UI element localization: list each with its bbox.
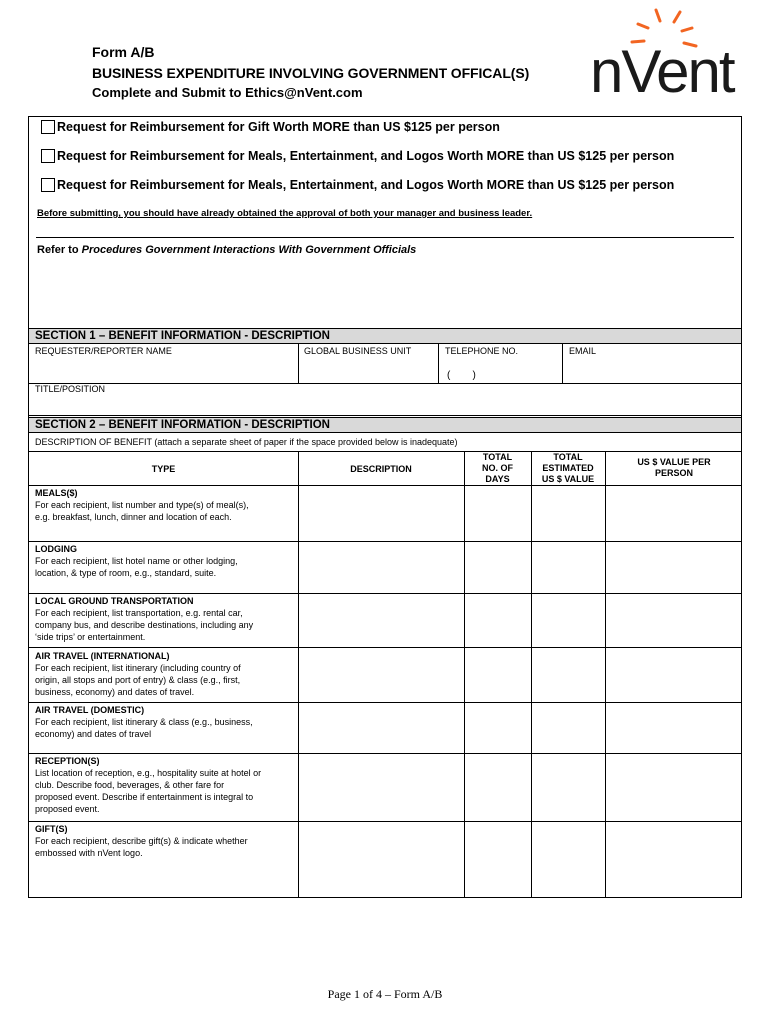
checkbox[interactable] bbox=[41, 178, 55, 192]
request-gift-option[interactable] bbox=[41, 120, 500, 134]
section-1-header: SECTION 1 – BENEFIT INFORMATION - DESCRIPTION bbox=[29, 328, 741, 344]
divider bbox=[36, 237, 734, 238]
row-meals: MEALS($) For each recipient, list number and type(s) of meal(s), e.g. breakfast, lunch, dinner and location of each. bbox=[35, 488, 249, 522]
request-label: Request for Reimbursement for Gift Worth MORE than US $125 per person bbox=[57, 120, 500, 134]
row-receptions: RECEPTION(S) List location of reception, e.g., hospitality suite at hotel or club. Describe food, beverages, & other fare for proposed event. Describe if entertainment is integral to proposed event. bbox=[35, 756, 262, 814]
requester-label: REQUESTER/REPORTER NAME bbox=[35, 346, 172, 356]
business-unit-label: GLOBAL BUSINESS UNIT bbox=[304, 346, 412, 356]
row-gifts: GIFT(S) For each recipient, describe gift(s) & indicate whether embossed with nVent logo. bbox=[35, 824, 248, 858]
request-meals-option[interactable] bbox=[41, 149, 674, 163]
row-air-domestic: AIR TRAVEL (DOMESTIC) For each recipient, list itinerary & class (e.g., business, economy) and dates of travel bbox=[35, 705, 253, 739]
row-ground-transport: LOCAL GROUND TRANSPORTATION For each recipient, list transportation, e.g. rental car, company bus, and describe destinations, including any ‘side trips’ or entertainment. bbox=[35, 596, 254, 642]
phone-area-code: ( ) bbox=[447, 370, 476, 381]
form-title: BUSINESS EXPENDITURE INVOLVING GOVERNMENT OFFICAL(S) bbox=[92, 65, 530, 81]
request-label: Request for Reimbursement for Meals, Entertainment, and Logos Worth MORE than US $125 per person bbox=[57, 149, 675, 163]
form-id: Form A/B bbox=[92, 44, 155, 60]
telephone-label: TELEPHONE NO. bbox=[445, 346, 519, 356]
email-label: EMAIL bbox=[569, 346, 597, 356]
checkbox[interactable] bbox=[41, 149, 55, 163]
refer-prefix: Refer to bbox=[37, 244, 82, 256]
request-meals-option-2[interactable] bbox=[41, 178, 674, 192]
col-description: DESCRIPTION bbox=[350, 464, 412, 474]
page-footer: Page 1 of 4 – Form A/B bbox=[327, 987, 443, 1001]
logo-wordmark: nVent bbox=[590, 38, 734, 105]
col-total-estimated: TOTAL ESTIMATED US $ VALUE bbox=[541, 452, 595, 484]
col-value-per-person: US $ VALUE PER PERSON bbox=[637, 457, 711, 478]
row-air-international: AIR TRAVEL (INTERNATIONAL) For each recipient, list itinerary (including country of origin, all stops and port of entry) & class (e.g., first, business, economy) and dates of travel. bbox=[35, 651, 241, 697]
refer-procedure: Procedures Government Interactions With Government Officials bbox=[81, 244, 417, 256]
col-total-days: TOTAL NO. OF DAYS bbox=[482, 452, 513, 484]
checkbox[interactable] bbox=[41, 120, 55, 134]
form-frame bbox=[28, 116, 742, 898]
approval-note: Before submitting, you should have already obtained the approval of both your manager and business leader. bbox=[37, 208, 533, 219]
title-position-label: TITLE/POSITION bbox=[35, 384, 106, 394]
refer-text bbox=[37, 244, 416, 256]
row-lodging: LODGING For each recipient, list hotel name or other lodging, location, & type of room, e.g., standard, suite. bbox=[35, 544, 238, 578]
benefit-instruction: DESCRIPTION OF BENEFIT (attach a separate sheet of paper if the space provided below is inadequate) bbox=[35, 437, 458, 447]
section-2-header: SECTION 2 – BENEFIT INFORMATION - DESCRIPTION bbox=[29, 417, 741, 433]
form-header bbox=[92, 44, 529, 101]
request-label: Request for Reimbursement for Meals, Entertainment, and Logos Worth MORE than US $125 per person bbox=[57, 178, 675, 192]
form-subtitle: Complete and Submit to Ethics@nVent.com bbox=[92, 85, 363, 100]
col-type: TYPE bbox=[151, 464, 176, 474]
